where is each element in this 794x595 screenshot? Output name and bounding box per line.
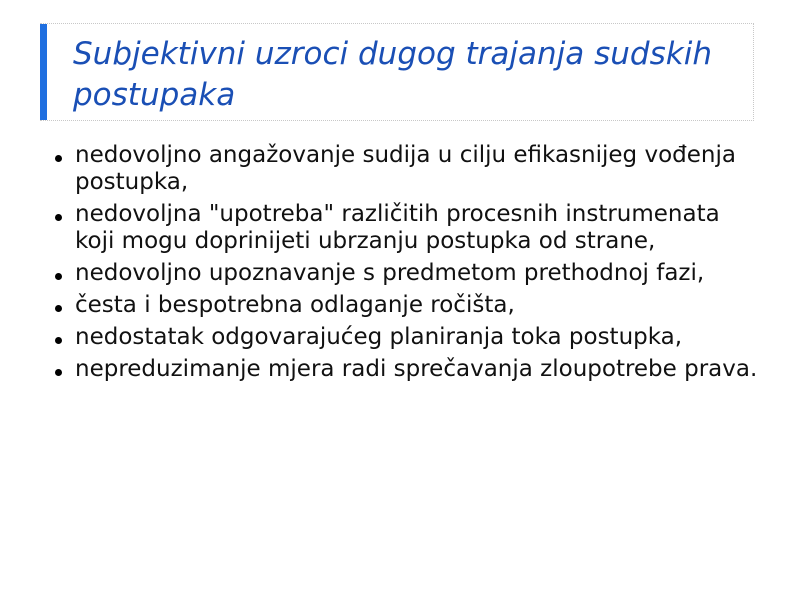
bullet-dot-icon xyxy=(55,337,62,344)
bullet-item xyxy=(0,324,794,351)
bullet-text: nedovoljna "upotreba" različitih procesnih instrumenata koji mogu doprinijeti ubrzanju postupka od strane, xyxy=(75,201,720,254)
bullet-text: nedovoljno angažovanje sudija u cilju efikasnijeg vođenja postupka, xyxy=(75,142,736,195)
title-accent-bar xyxy=(40,24,47,120)
bullet-text: nepreduzimanje mjera radi sprečavanja zloupotrebe prava. xyxy=(75,356,758,382)
bullet-item xyxy=(0,292,794,319)
bullet-text: česta i bespotrebna odlaganje ročišta, xyxy=(75,292,515,318)
bullet-text: nedovoljno upoznavanje s predmetom prethodnoj fazi, xyxy=(75,260,705,286)
bullet-dot-icon xyxy=(55,155,62,162)
bullet-dot-icon xyxy=(55,214,62,221)
bullet-list xyxy=(0,142,794,388)
bullet-item xyxy=(0,260,794,287)
bullet-item xyxy=(0,142,794,196)
bullet-item xyxy=(0,356,794,383)
bullet-dot-icon xyxy=(55,305,62,312)
bullet-item xyxy=(0,201,794,255)
title-frame xyxy=(40,23,754,121)
bullet-text: nedostatak odgovarajućeg planiranja toka postupka, xyxy=(75,324,683,350)
bullet-dot-icon xyxy=(55,369,62,376)
bullet-dot-icon xyxy=(55,273,62,280)
slide-title: Subjektivni uzroci dugog trajanja sudskih postupaka xyxy=(73,36,712,113)
